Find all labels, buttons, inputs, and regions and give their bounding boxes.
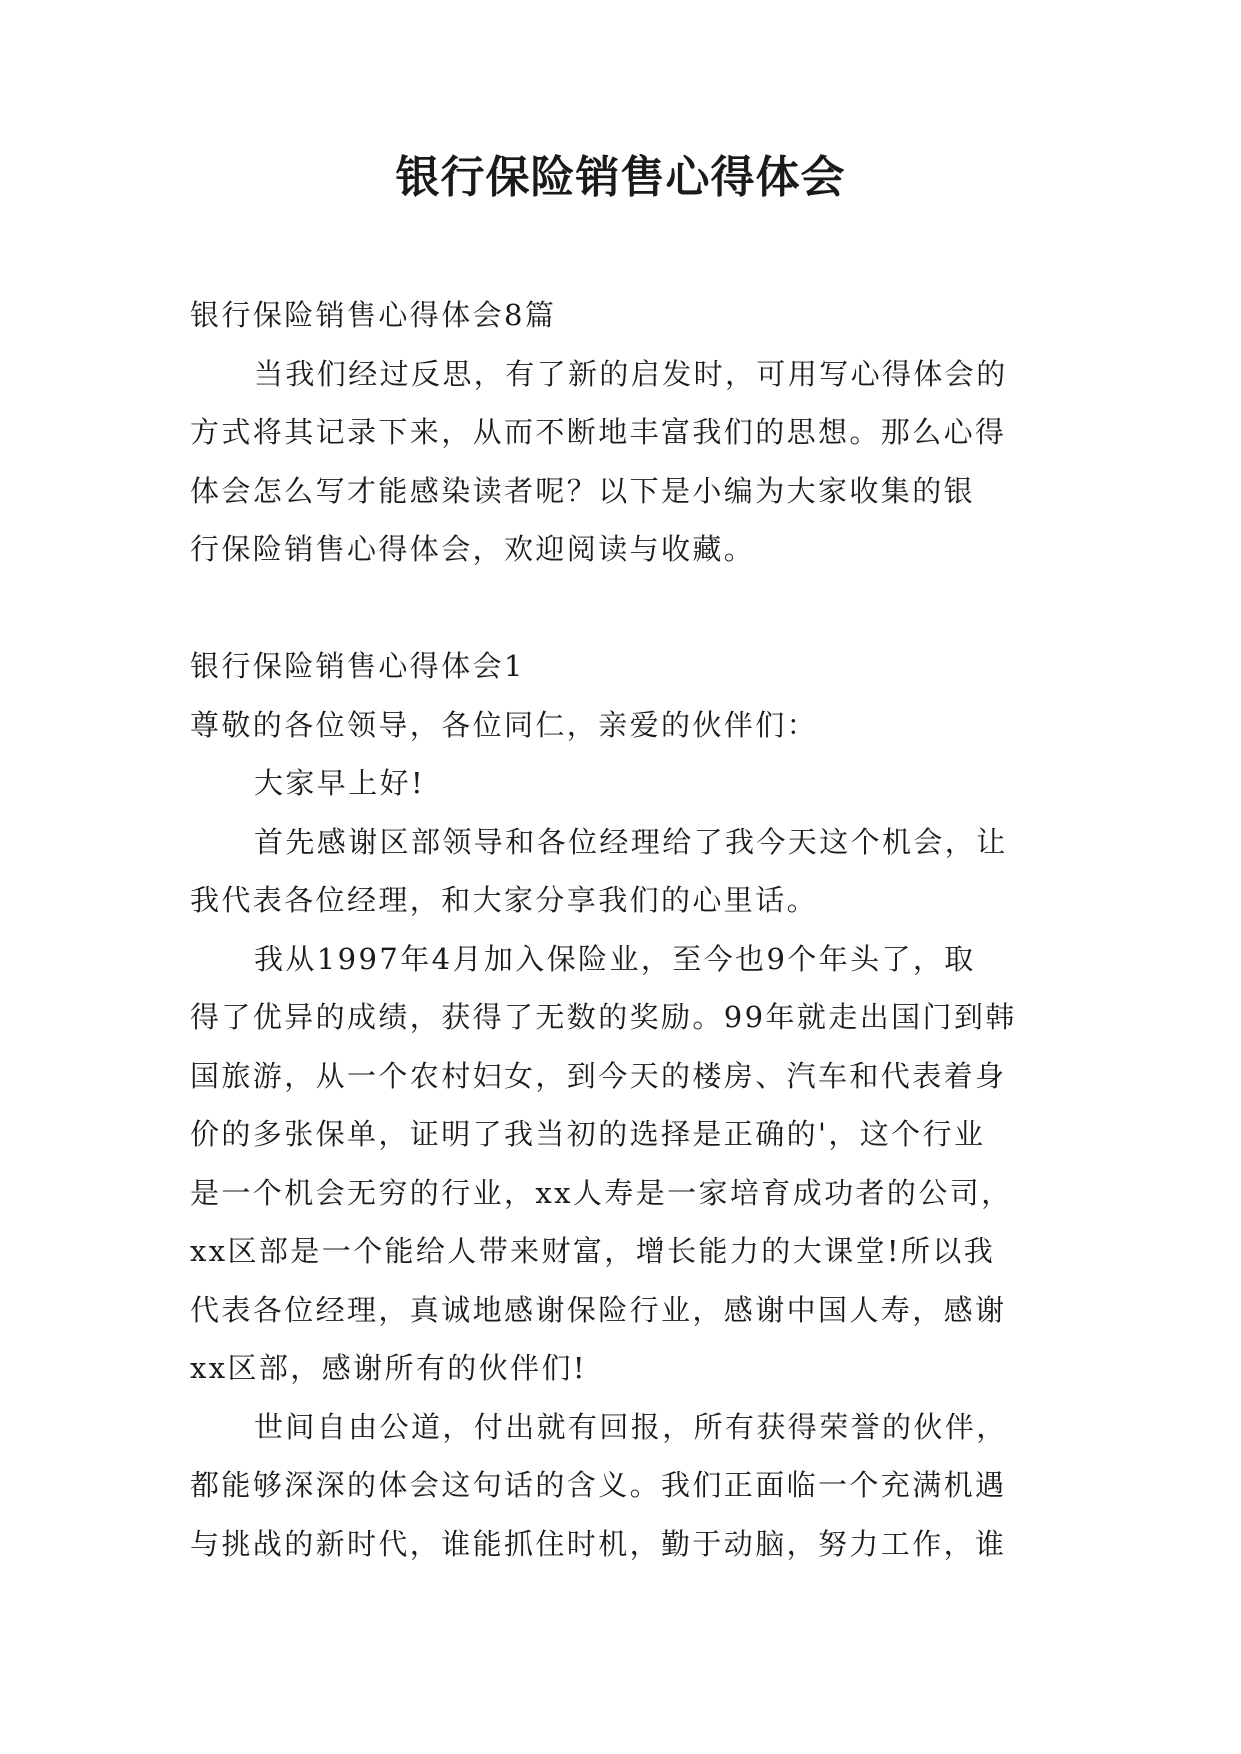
- paragraph-line: 体会怎么写才能感染读者呢？以下是小编为大家收集的银: [190, 473, 976, 508]
- paragraph-line: 世间自由公道，付出就有回报，所有获得荣誉的伙伴，: [254, 1409, 1008, 1444]
- paragraph-line: 行保险销售心得体会，欢迎阅读与收藏。: [190, 532, 756, 566]
- paragraph-line: 方式将其记录下来，从而不断地丰富我们的思想。那么心得: [190, 415, 1007, 449]
- paragraph-line: 首先感谢区部领导和各位经理给了我今天这个机会，让: [254, 824, 1008, 859]
- blank-line: [190, 579, 1052, 638]
- paragraph-line: 国旅游，从一个农村妇女，到今天的楼房、汽车和代表着身: [190, 1058, 1007, 1093]
- paragraph-line: 当我们经过反思，有了新的启发时，可用写心得体会的: [254, 356, 1008, 391]
- salutation-line: 尊敬的各位领导，各位同仁，亲爱的伙伴们：: [190, 707, 819, 742]
- paragraph-line: 价的多张保单，证明了我当初的选择是正确的'，这个行业: [190, 1117, 986, 1151]
- paragraph-line: xx区部，感谢所有的伙伴们!: [190, 1351, 587, 1385]
- paragraph-line: 得了优异的成绩，获得了无数的奖励。99年就走出国门到韩: [190, 1000, 1017, 1034]
- paragraph-line: 都能够深深的体会这句话的含义。我们正面临一个充满机遇: [190, 1468, 1007, 1502]
- section-heading: 银行保险销售心得体会1: [190, 649, 525, 683]
- document-title: 银行保险销售心得体会: [395, 152, 846, 203]
- paragraph-line: 代表各位经理，真诚地感谢保险行业，感谢中国人寿，感谢: [190, 1292, 1007, 1327]
- paragraph-line: 是一个机会无穷的行业，xx人寿是一家培育成功者的公司，: [190, 1175, 1013, 1210]
- paragraph-line: xx区部是一个能给人带来财富，增长能力的大课堂!所以我: [190, 1234, 996, 1268]
- document-body: [190, 286, 1052, 1573]
- greeting-line: 大家早上好!: [254, 766, 426, 800]
- subtitle-line: 银行保险销售心得体会8篇: [190, 298, 557, 332]
- paragraph-line: 我从1997年4月加入保险业，至今也9个年头了，取: [254, 941, 976, 976]
- paragraph-line: 我代表各位经理，和大家分享我们的心里话。: [190, 883, 819, 917]
- paragraph-line: 与挑战的新时代，谁能抓住时机，勤于动脑，努力工作，谁: [190, 1526, 1007, 1561]
